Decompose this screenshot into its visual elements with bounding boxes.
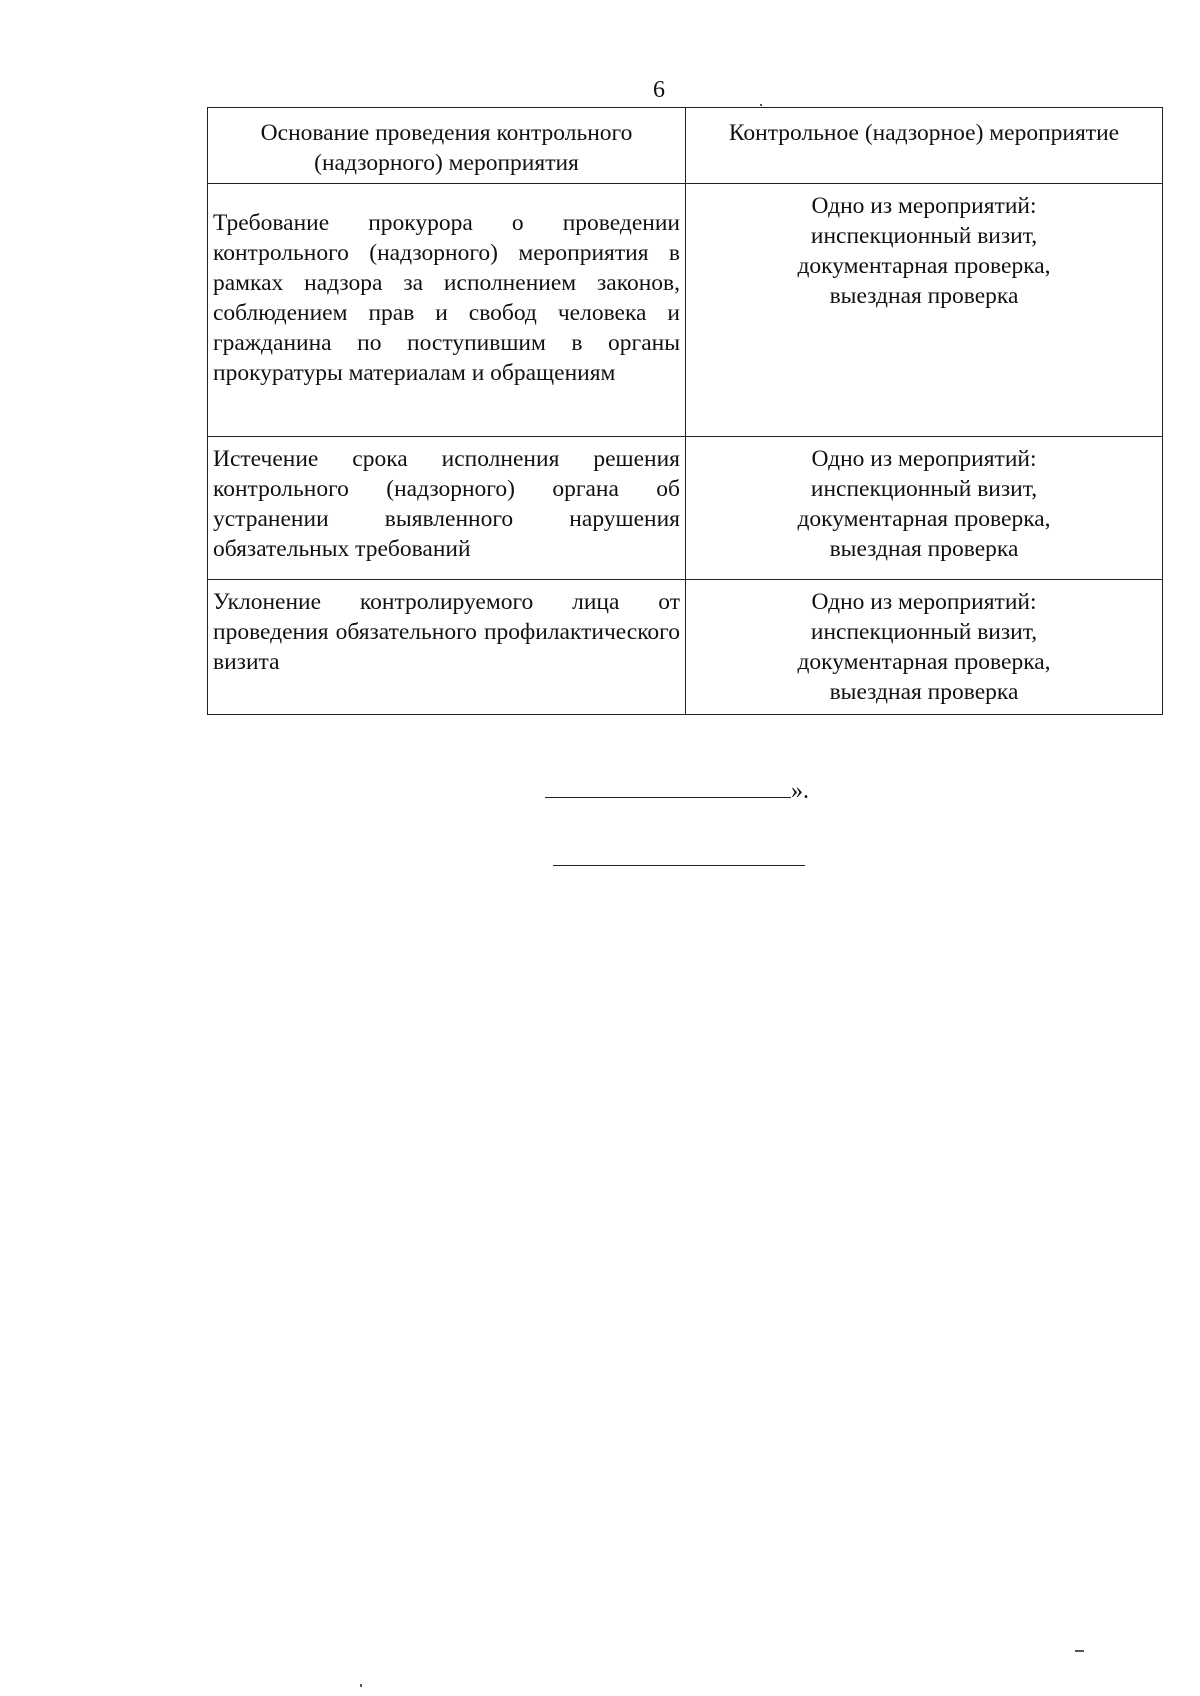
measure-line: инспекционный визит, [810, 619, 1038, 645]
basis-cell: Требование прокурора о проведении контрольного (надзорного) мероприятия в рамках надзора за исполнением законов, соблюдением прав и свобод человека и гражданина по поступившим в органы прокуратуры материалам и обращениям [208, 184, 686, 437]
closing-quote-mark: ». [791, 778, 809, 804]
closing-underline [545, 776, 791, 798]
header-basis: Основание проведения контрольного (надзорного) мероприятия [208, 108, 686, 184]
measure-line: выездная проверка [829, 536, 1019, 562]
measure-line: Одно из мероприятий: [811, 589, 1037, 615]
measure-line: инспекционный визит, [810, 223, 1038, 249]
header-measure: Контрольное (надзорное) мероприятие [686, 108, 1163, 184]
measures-table [207, 107, 1163, 715]
measure-line: Одно из мероприятий: [811, 446, 1037, 472]
measure-cell [686, 437, 1163, 580]
measure-line: документарная проверка, [797, 649, 1051, 675]
table-row [208, 437, 1163, 580]
page-number: 6 [653, 77, 665, 103]
end-divider [553, 865, 805, 866]
table-header-row [208, 108, 1163, 184]
basis-cell: Истечение срока исполнения решения контрольного (надзорного) органа об устранении выявленного нарушения обязательных требований [208, 437, 686, 580]
closing-line [545, 776, 809, 806]
measure-line: выездная проверка [829, 679, 1019, 705]
measure-line: Одно из мероприятий: [811, 193, 1037, 219]
basis-cell: Уклонение контролируемого лица от проведения обязательного профилактического визита [208, 580, 686, 715]
measure-cell [686, 184, 1163, 437]
table-row [208, 184, 1163, 437]
scan-speck [760, 104, 762, 106]
scan-speck [360, 1684, 362, 1687]
scan-speck [1075, 1650, 1084, 1652]
table-row [208, 580, 1163, 715]
measure-line: выездная проверка [829, 283, 1019, 309]
measure-line: документарная проверка, [797, 253, 1051, 279]
measure-line: инспекционный визит, [810, 476, 1038, 502]
measure-cell [686, 580, 1163, 715]
measure-line: документарная проверка, [797, 506, 1051, 532]
